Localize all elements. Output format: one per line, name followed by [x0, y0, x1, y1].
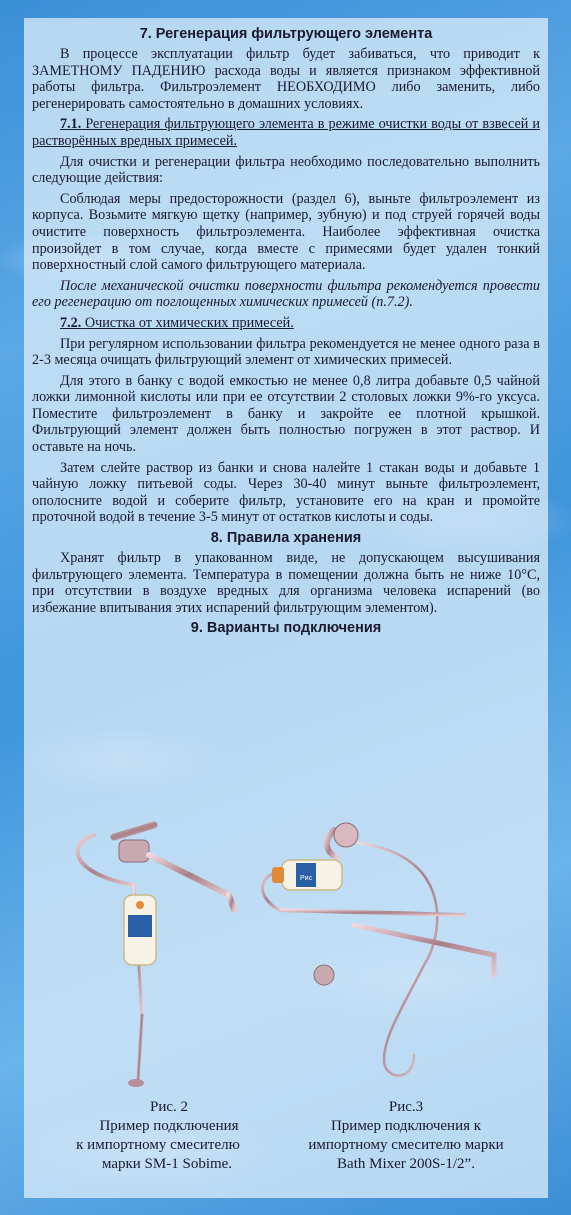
section-7-1-paragraph-1: Для очистки и регенерации фильтра необходимо последовательно выполнить следующие действия: — [32, 153, 540, 187]
subsection-7-1-title: Регенерация фильтрующего элемента в режиме очистки воды от взвесей и растворённых вредных примесей. — [32, 116, 540, 149]
section-7-2-paragraph-2: Для этого в банку с водой емкостью не менее 0,8 литра добавьте 0,5 чайной ложки лимонной кислоты или при ее отсутствии 2 столовых ложки 9%-го уксуса. Поместите фильтроэлемент в банку и закройте ее плотной крышкой. Фильтрующий элемент должен быть полностью погружен в этот раствор. И оставьте на ночь. — [32, 372, 540, 456]
section-7-1-paragraph-2: Соблюдая меры предосторожности (раздел 6), выньте фильтроэлемент из корпуса. Возьмите мягкую щетку (например, зубную) и под струей горячей воды очистите поверхность фильтроэлемента. Наиболее эффективная очистка произойдет в том случае, когда вместе с примесями будет удален тонкий поверхностный слой самого фильтрующего материала. — [32, 190, 540, 274]
section-8-paragraph: Хранят фильтр в упакованном виде, не допускающем высушивания фильтрующего элемента. Температура в помещении должна быть не ниже 10°С, при отсутствии в воздухе вредных для организма человека испарений (во избежание впитывания этих испарений фильтрующим элементом). — [32, 550, 540, 616]
section-7-title: 7. Регенерация фильтрующего элемента — [139, 26, 433, 42]
instruction-text — [32, 26, 540, 640]
figure-3-caption-line-3: Bath Mixer 200S-1/2”. — [337, 1156, 475, 1172]
figure-2-caption-line-2: к импортному смесителю — [76, 1137, 240, 1153]
subsection-7-1-number: 7.1. — [60, 116, 82, 133]
figure-3-caption-line-2: импортному смесителю марки — [308, 1137, 504, 1153]
figure-3-number: Рис.3 — [388, 1099, 424, 1115]
figure-2-caption-line-1: Пример подключения — [99, 1118, 239, 1134]
figure-3-filter — [272, 860, 342, 890]
section-9-title: 9. Варианты подключения — [190, 620, 382, 637]
faucet-illustrations — [24, 815, 548, 1095]
section-7-2-paragraph-1: При регулярном использовании фильтра рекомендуется не менее одного раза в 2-3 месяца очищать фильтрующий элемент от химических примесей. — [32, 335, 540, 369]
section-7-intro: В процессе эксплуатации фильтр будет забиваться, что приводит к ЗАМЕТНОМУ ПАДЕНИЮ расхода воды и является признаком эффективной работы фильтра. Фильтроэлемент НЕОБХОДИМО либо заменить, либо регенерировать самостоятельно в домашних условиях. — [32, 46, 540, 112]
figure-2-filter — [124, 895, 156, 965]
figure-3-caption-line-1: Пример подключения к — [330, 1118, 482, 1134]
filter-brand-mark: Рис — [300, 875, 313, 882]
section-8-title: 8. Правила хранения — [210, 530, 362, 547]
subsection-7-1-heading — [32, 116, 540, 149]
subsection-7-2-title: Очистка от химических примесей. — [81, 314, 294, 331]
subsection-7-2-heading — [32, 315, 540, 332]
figure-2-caption-line-3: марки SM-1 Sobime. — [101, 1156, 233, 1172]
subsection-7-2-number: 7.2. — [60, 314, 82, 331]
figure-2-number: Рис. 2 — [149, 1099, 189, 1115]
section-7-2-paragraph-3: Затем слейте раствор из банки и снова налейте 1 стакан воды и добавьте 1 чайную ложку питьевой соды. Через 30-40 минут выньте фильтроэлемент, ополосните водой и соберите фильтр, установите его на кран и промойте проточной водой в течение 3-5 минут от остатков кислоты и соды. — [32, 459, 540, 526]
section-7-1-note: После механической очистки поверхности фильтра рекомендуется провести его регенерацию от поглощенных химических примесей (п.7.2). — [32, 277, 540, 311]
figure-2-caption — [36, 1098, 280, 1174]
figure-3-caption — [272, 1098, 540, 1174]
